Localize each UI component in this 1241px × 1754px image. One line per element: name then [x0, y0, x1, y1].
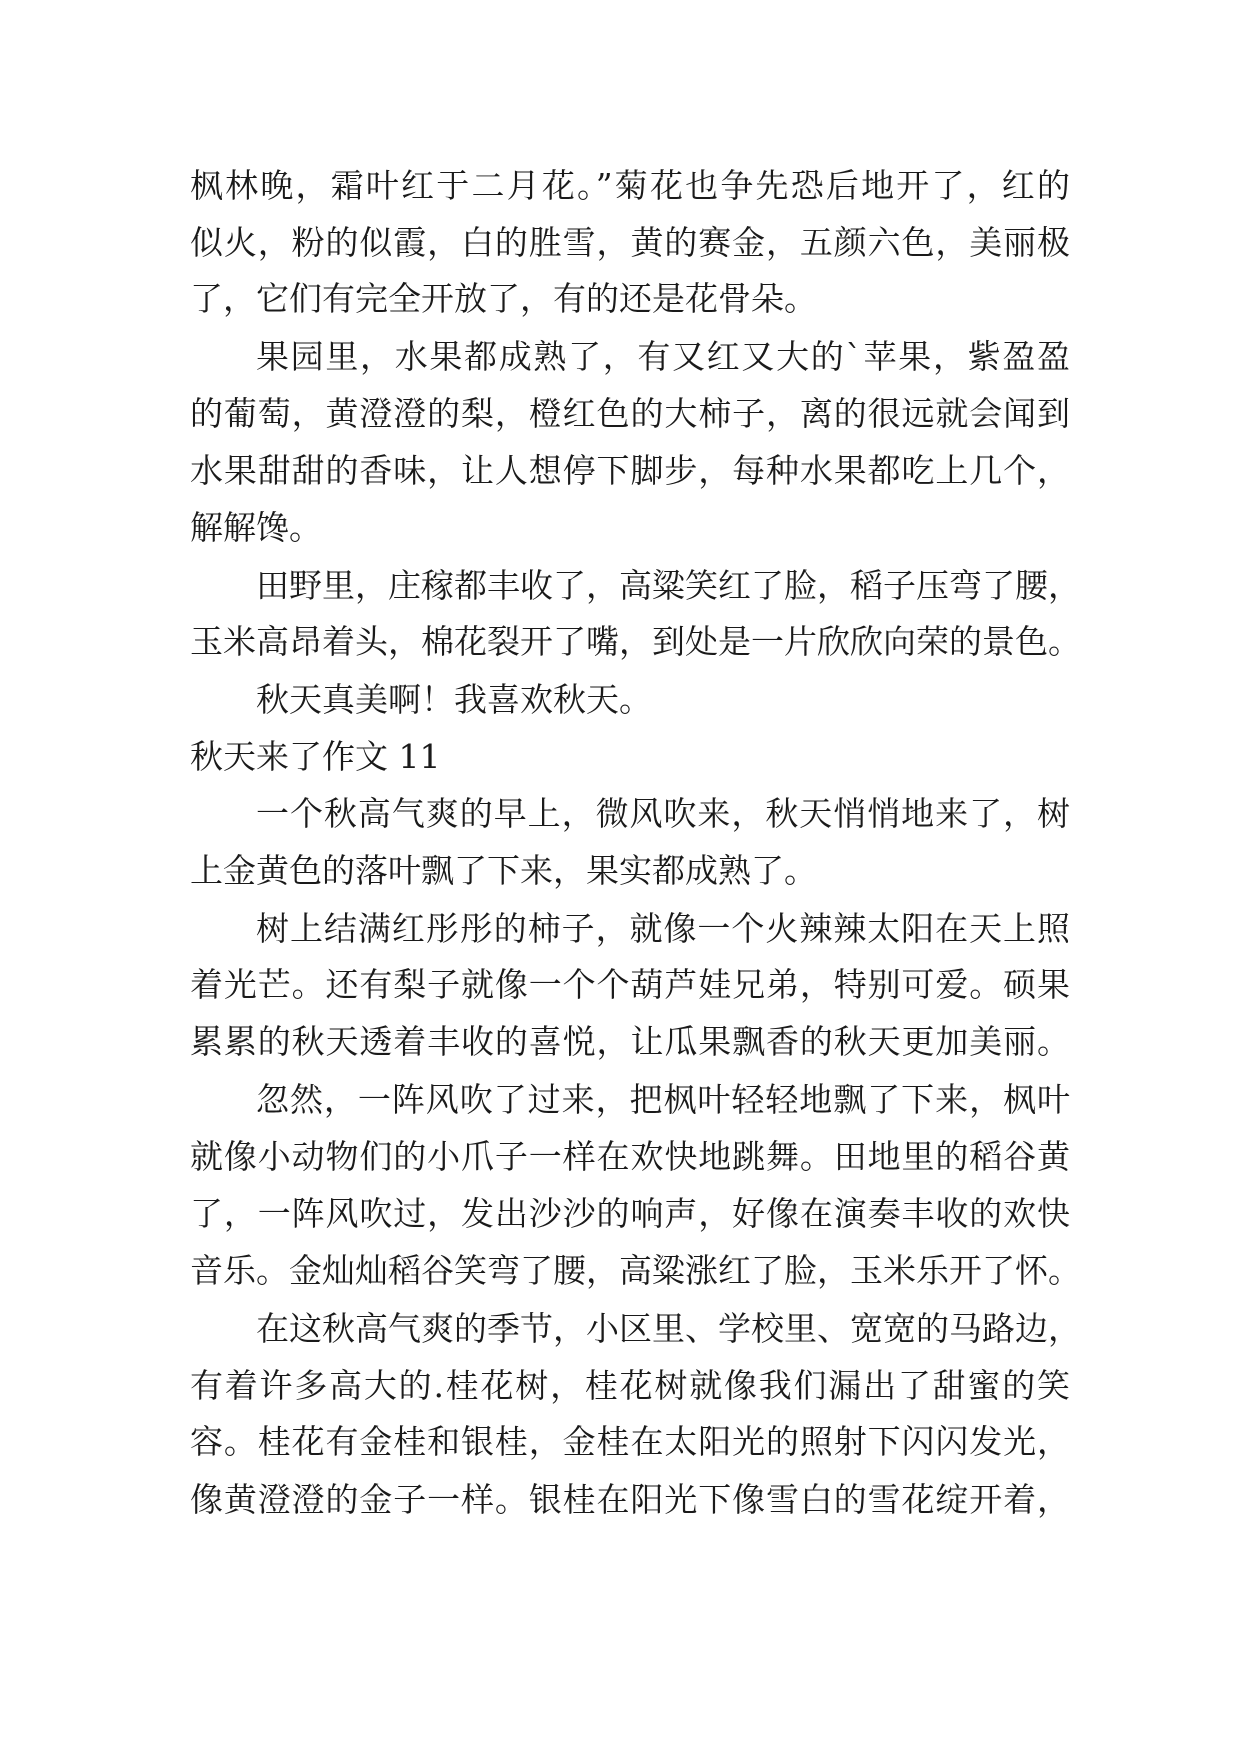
text-line: 着光芒。还有梨子就像一个个葫芦娃兄弟，特别可爱。硕果: [190, 965, 1070, 1004]
text-line: 上金黄色的落叶飘了下来，果实都成熟了。: [190, 851, 817, 890]
text-line: 玉米高昂着头，棉花裂开了嘴，到处是一片欣欣向荣的景色。: [190, 622, 1081, 661]
text-line: 有着许多高大的.桂花树，桂花树就像我们漏出了甜蜜的笑: [190, 1366, 1070, 1405]
text-line: 就像小动物们的小爪子一样在欢快地跳舞。田地里的稻谷黄: [190, 1137, 1070, 1176]
paragraph-first-line: 秋天真美啊！我喜欢秋天。: [256, 680, 652, 719]
text-line: 了，一阵风吹过，发出沙沙的响声，好像在演奏丰收的欢快: [190, 1194, 1070, 1233]
paragraph-first-line: 果园里，水果都成熟了，有又红又大的`苹果，紫盈盈: [256, 337, 1070, 376]
text-line: 音乐。金灿灿稻谷笑弯了腰，高粱涨红了脸，玉米乐开了怀。: [190, 1251, 1081, 1290]
text-line: 枫林晚，霜叶红于二月花。”菊花也争先恐后地开了，红的: [190, 166, 1070, 205]
paragraph-first-line: 忽然，一阵风吹了过来，把枫叶轻轻地飘了下来，枫叶: [256, 1080, 1070, 1119]
paragraph-first-line: 在这秋高气爽的季节，小区里、学校里、宽宽的马路边，: [256, 1309, 1081, 1348]
text-line: 像黄澄澄的金子一样。银桂在阳光下像雪白的雪花绽开着，: [190, 1480, 1070, 1519]
paragraph-first-line: 田野里，庄稼都丰收了，高粱笑红了脸，稻子压弯了腰，: [256, 566, 1081, 605]
text-line: 似火，粉的似霞，白的胜雪，黄的赛金，五颜六色，美丽极: [190, 223, 1070, 262]
text-line: 水果甜甜的香味，让人想停下脚步，每种水果都吃上几个，: [190, 451, 1070, 490]
text-line: 的葡萄，黄澄澄的梨，橙红色的大柿子，离的很远就会闻到: [190, 394, 1070, 433]
section-heading: 秋天来了作文 11: [190, 737, 441, 776]
text-line: 了，它们有完全开放了，有的还是花骨朵。: [190, 279, 817, 318]
paragraph-first-line: 一个秋高气爽的早上，微风吹来，秋天悄悄地来了，树: [256, 794, 1070, 833]
text-line: 容。桂花有金桂和银桂，金桂在太阳光的照射下闪闪发光，: [190, 1422, 1070, 1461]
paragraph-first-line: 树上结满红彤彤的柿子，就像一个火辣辣太阳在天上照: [256, 909, 1070, 948]
text-line: 累累的秋天透着丰收的喜悦，让瓜果飘香的秋天更加美丽。: [190, 1022, 1070, 1061]
text-line: 解解馋。: [190, 508, 322, 547]
